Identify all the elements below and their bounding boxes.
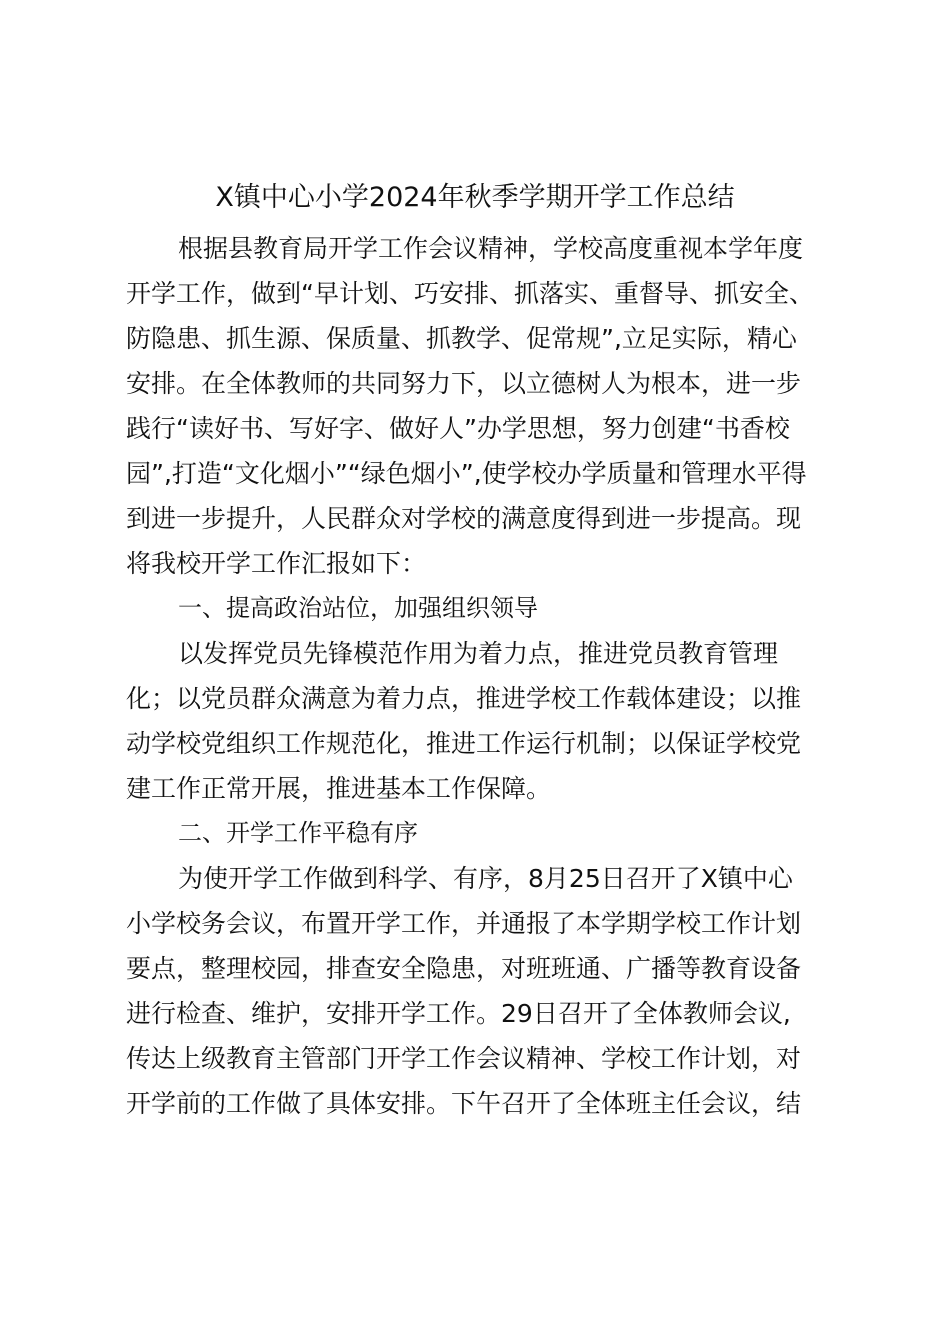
paragraph-school-opening [126, 856, 832, 1126]
paragraph-line: 园”,打造“文化烟小”“绿色烟小”,使学校办学质量和管理水平得 [126, 459, 807, 488]
paragraph-line: 建工作正常开展，推进基本工作保障。 [126, 774, 552, 803]
paragraph-party-building [126, 631, 832, 811]
document-body [126, 226, 832, 1126]
section-heading-1: 一、提高政治站位，加强组织领导 [178, 594, 538, 622]
paragraph-line: 要点，整理校园，排查安全隐患，对班班通、广播等教育设备 [126, 954, 802, 983]
paragraph-line: 践行“读好书、写好字、做好人”办学思想，努力创建“书香校 [126, 414, 790, 443]
paragraph-line: 根据县教育局开学工作会议精神，学校高度重视本学年度 [178, 234, 804, 263]
document-title: X镇中心小学2024年秋季学期开学工作总结 [215, 182, 735, 213]
paragraph-line: 到进一步提升，人民群众对学校的满意度得到进一步提高。现 [126, 504, 802, 533]
paragraph-line: 进行检查、维护，安排开学工作。29日召开了全体教师会议, [126, 999, 791, 1028]
section-heading-2: 二、开学工作平稳有序 [178, 819, 418, 847]
paragraph-intro [126, 226, 832, 586]
paragraph-line: 开学前的工作做了具体安排。下午召开了全体班主任会议，结 [126, 1089, 802, 1118]
paragraph-line: 开学工作，做到“早计划、巧安排、抓落实、重督导、抓安全、 [126, 279, 814, 308]
paragraph-line: 以发挥党员先锋模范作用为着力点，推进党员教育管理 [178, 639, 779, 668]
paragraph-line: 防隐患、抓生源、保质量、抓教学、促常规”,立足实际，精心 [126, 324, 797, 353]
paragraph-line: 传达上级教育主管部门开学工作会议精神、学校工作计划，对 [126, 1044, 802, 1073]
paragraph-line: 为使开学工作做到科学、有序，8月25日召开了X镇中心 [178, 864, 793, 893]
paragraph-line: 将我校开学工作汇报如下： [126, 549, 427, 578]
paragraph-line: 动学校党组织工作规范化，推进工作运行机制；以保证学校党 [126, 729, 802, 758]
paragraph-line: 化；以党员群众满意为着力点，推进学校工作载体建设；以推 [126, 684, 802, 713]
paragraph-line: 安排。在全体教师的共同努力下，以立德树人为根本，进一步 [126, 369, 802, 398]
paragraph-line: 小学校务会议，布置开学工作，并通报了本学期学校工作计划 [126, 909, 802, 938]
